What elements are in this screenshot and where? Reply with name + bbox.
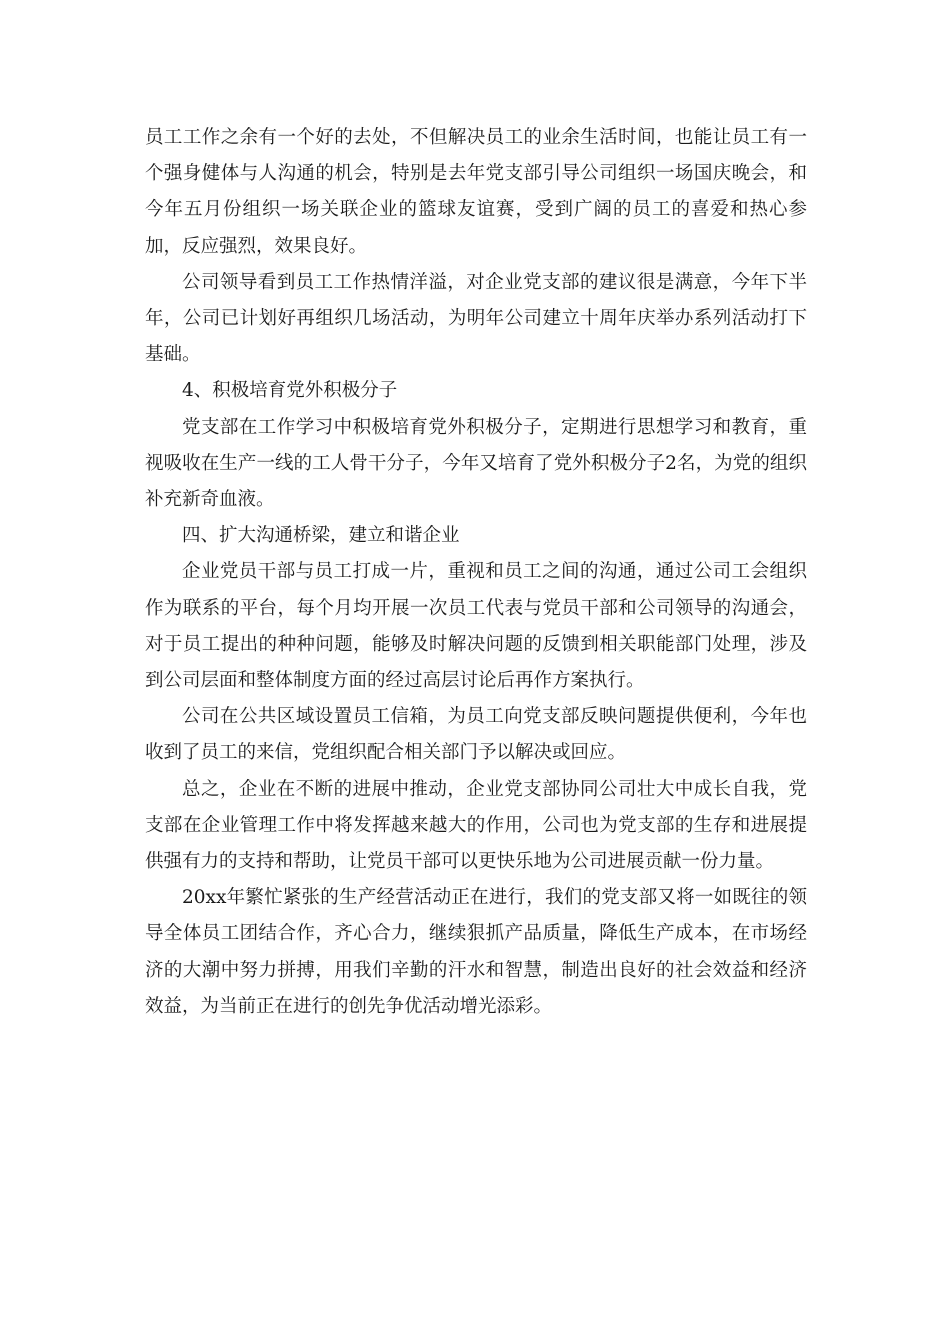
paragraph-communication: 企业党员干部与员工打成一片，重视和员工之间的沟通，通过公司工会组织作为联系的平台，每个月均开展一次员工代表与党员干部和公司领导的沟通会，对于员工提出的种种问题，能够及时解决问题的反馈到相关职能部门处理，涉及到公司层面和整体制度方面的经过高层讨论后再作方案执行。 xyxy=(145,561,807,692)
paragraph-mailbox: 公司在公共区域设置员工信箱，为员工向党支部反映问题提供便利，今年也收到了员工的来信，党组织配合相关部门予以解决或回应。 xyxy=(145,706,807,764)
paragraph-outlook: 20xx年繁忙紧张的生产经营活动正在进行，我们的党支部又将一如既往的领导全体员工团结合作，齐心合力，继续狠抓产品质量，降低生产成本，在市场经济的大潮中努力拼搏，用我们辛勤的汗水和智慧，制造出良好的社会效益和经济效益，为当前正在进行的创先争优活动增光添彩。 xyxy=(145,887,807,1017)
section-heading-four: 四、扩大沟通桥梁，建立和谐企业 xyxy=(182,525,460,547)
paragraph-leadership-satisfaction: 公司领导看到员工工作热情洋溢，对企业党支部的建议很是满意，今年下半年，公司已计划好再组织几场活动，为明年公司建立十周年庆举办系列活动打下基础。 xyxy=(145,271,807,366)
paragraph-continuation: 员工工作之余有一个好的去处，不但解决员工的业余生活时间，也能让员工有一个强身健体与人沟通的机会，特别是去年党支部引导公司组织一场国庆晚会，和今年五月份组织一场关联企业的篮球友谊赛，受到广阔的员工的喜爱和热心参加，反应强烈，效果良好。 xyxy=(145,127,807,257)
document-body xyxy=(145,120,807,1025)
section-heading-4: 4、积极培育党外积极分子 xyxy=(182,380,398,402)
paragraph-summary: 总之，企业在不断的进展中推动，企业党支部协同公司壮大中成长自我，党支部在企业管理工作中将发挥越来越大的作用，公司也为党支部的生存和进展提供强有力的支持和帮助，让党员干部可以更快乐地为公司进展贡献一份力量。 xyxy=(145,778,807,873)
paragraph-cultivate-activists: 党支部在工作学习中积极培育党外积极分子，定期进行思想学习和教育，重视吸收在生产一线的工人骨干分子，今年又培育了党外积极分子2名，为党的组织补充新奇血液。 xyxy=(145,416,807,511)
